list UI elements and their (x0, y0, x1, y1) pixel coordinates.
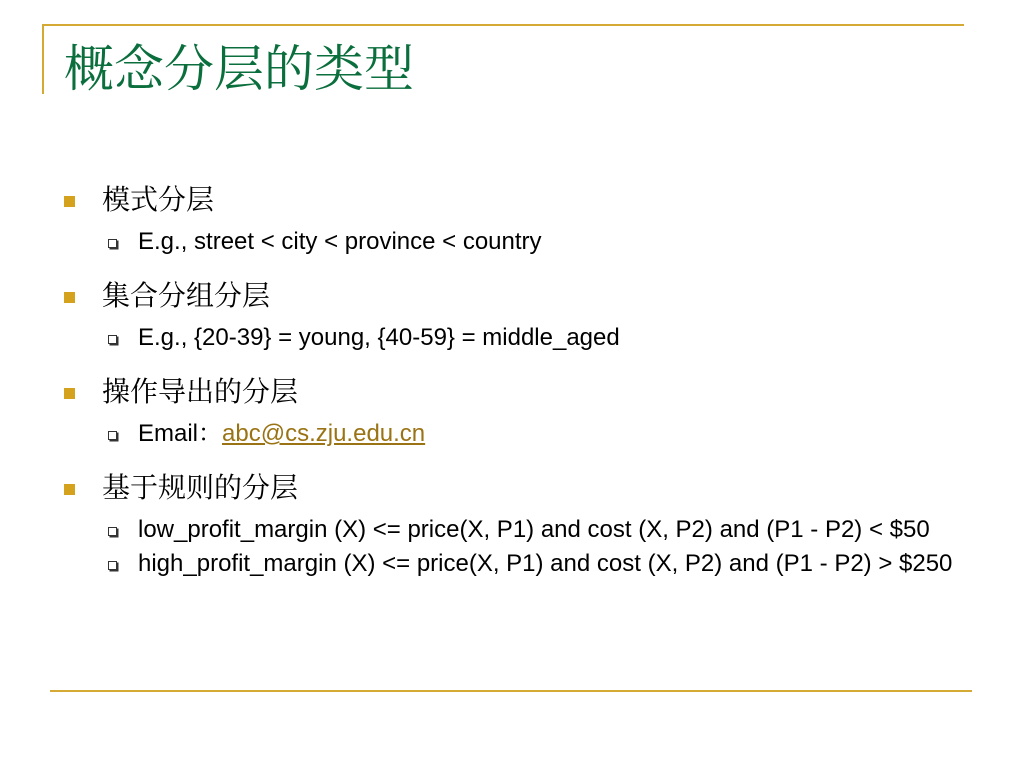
email-link[interactable]: abc@cs.zju.edu.cn (222, 420, 426, 447)
sub-item (60, 516, 980, 544)
square-bullet-icon (64, 484, 75, 495)
list-item-label: 集合分组分层 (102, 279, 271, 312)
sub-item-text: high_profit_margin (X) <= price(X, P1) and cost (X, P2) and (P1 - P2) > $250 (138, 550, 953, 577)
sub-item-email (60, 420, 980, 448)
frame-left-line (42, 24, 44, 94)
list-item-label: 操作导出的分层 (102, 375, 299, 408)
page-title: 概念分层的类型 (64, 40, 414, 98)
sub-item-text: E.g., street < city < province < country (138, 228, 542, 255)
frame-bottom-line (50, 690, 972, 692)
hollow-square-bullet-icon (108, 561, 117, 570)
list-item-label: 基于规则的分层 (102, 471, 299, 504)
square-bullet-icon (64, 292, 75, 303)
square-bullet-icon (64, 196, 75, 207)
bullet-list (60, 172, 980, 584)
hollow-square-bullet-icon (108, 431, 117, 440)
list-item-schema-hierarchy (60, 172, 980, 228)
list-item-label: 模式分层 (102, 183, 215, 216)
hollow-square-bullet-icon (108, 239, 117, 248)
square-bullet-icon (64, 388, 75, 399)
list-item-rule-based-hierarchy (60, 460, 980, 516)
sub-item-text: low_profit_margin (X) <= price(X, P1) and cost (X, P2) and (P1 - P2) < $50 (138, 516, 930, 543)
sub-item (60, 550, 980, 578)
hollow-square-bullet-icon (108, 527, 117, 536)
hollow-square-bullet-icon (108, 335, 117, 344)
list-item-set-grouping-hierarchy (60, 268, 980, 324)
sub-item (60, 324, 980, 352)
email-prefix: Email： (138, 420, 223, 447)
frame-top-line (42, 24, 964, 26)
list-item-operation-derived-hierarchy (60, 364, 980, 420)
sub-item (60, 228, 980, 256)
sub-item-text: E.g., {20-39} = young, {40-59} = middle_aged (138, 324, 620, 351)
